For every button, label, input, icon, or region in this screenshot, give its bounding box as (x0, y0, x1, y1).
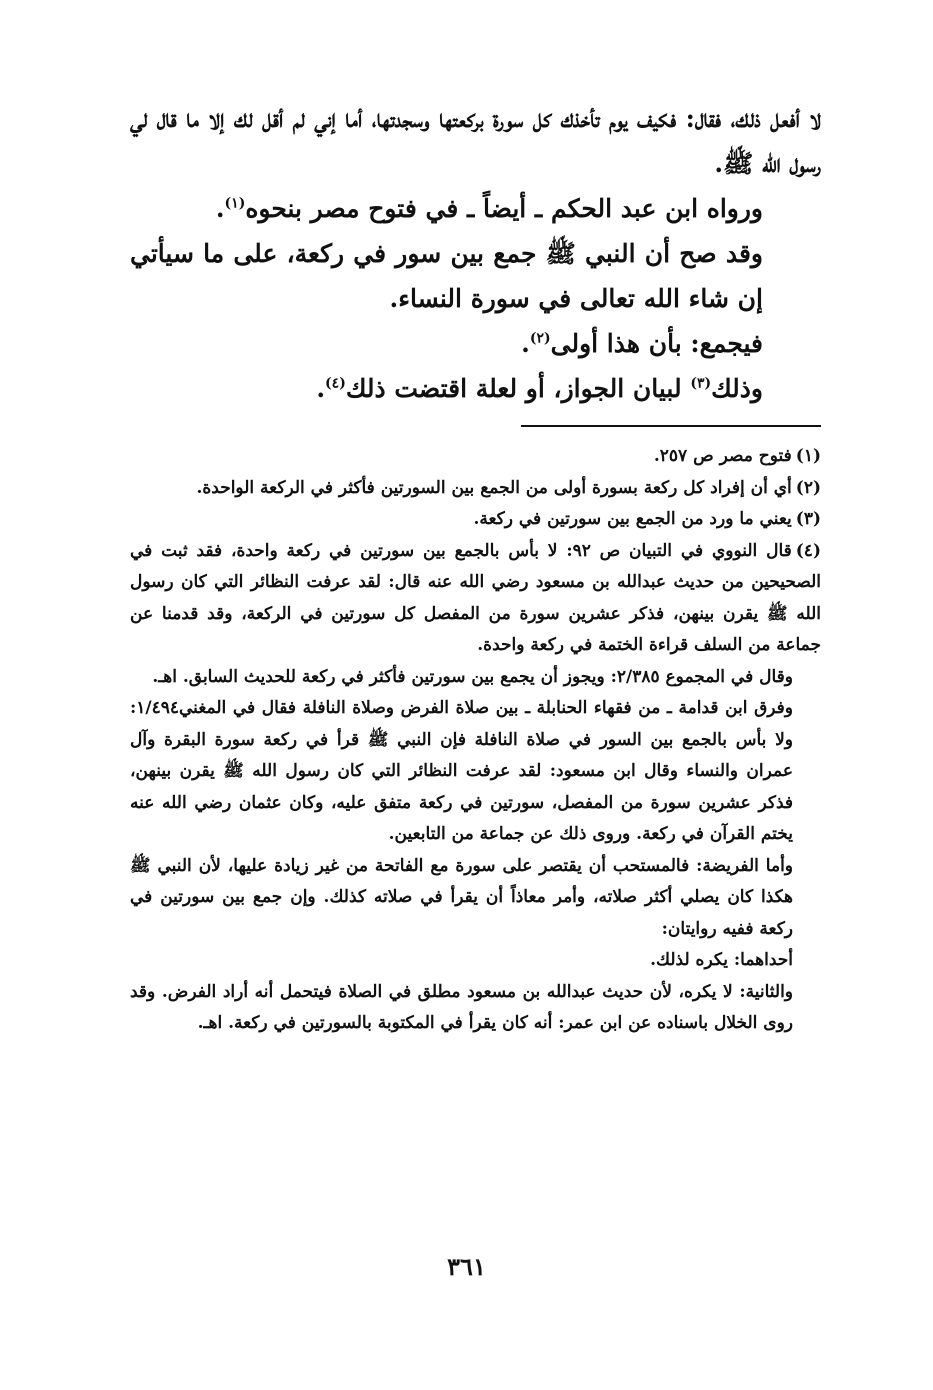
paragraph-5 (130, 366, 821, 411)
page-number: ٣٦١ (447, 1252, 486, 1281)
footnote-4-text: قال النووي في التبيان ص ٩٢: لا بأس بالجمع بين سورتين في ركعة واحدة، فقد ثبت في الصحيحين من حديث عبدالله بن مسعود رضي الله عنه قال: لقد عرفت النظائر التي كان رسول الله ﷺ يقرن بينهن، فذكر عشرين سورة من المفصل كل سورتين في الركعة، وقد قدمنا عن جماعة من السلف قراءة الختمة في ركعة واحدة. (130, 540, 821, 655)
footnote-ref-2[interactable]: (٢) (529, 330, 551, 347)
footnote-ref-3[interactable]: (٣) (690, 375, 712, 392)
footnote-1 (130, 441, 821, 473)
footnote-2-number: (٢) (795, 477, 821, 498)
footnote-4-continuation-4: أحداهما: يكره لذلك. (650, 950, 793, 970)
footnote-3-text: يعني ما ورد من الجمع بين سورتين في ركعة. (473, 509, 792, 529)
footnote-4-continuation-3: وأما الفريضة: فالمستحب أن يقتصر على سورة مع الفاتحة من غير زيادة عليها، لأن النبي ﷺ هكذا كان يصلي أكثر صلاته، وأمر معاذاً أن يقرأ في صلاته كذلك. وإن جمع بين سورتين في ركعة ففيه روايتان: (130, 855, 793, 939)
footnote-separator (521, 425, 821, 427)
paragraph-4-end: . (521, 329, 530, 358)
paragraph-2 (130, 186, 821, 231)
footnote-ref-4[interactable]: (٤) (325, 375, 346, 392)
footnote-4-continuation-1: وقال في المجموع ٢/٣٨٥: ويجوز أن يجمع بين سورتين فأكثر في ركعة للحديث السابق. اهـ. (152, 666, 793, 687)
paragraph-4-text: فيجمع: بأن هذا أولى (550, 329, 763, 358)
footnote-2 (130, 473, 821, 505)
footnote-3 (130, 504, 821, 536)
footnote-4-number: (٤) (795, 540, 821, 561)
footnotes (130, 441, 821, 1040)
footnote-4-continuation-2: وفرق ابن قدامة ـ من فقهاء الحنابلة ـ بين صلاة الفرض وصلاة النافلة فقال في المغني١/٤٩٤: ولا بأس بالجمع بين السور في صلاة النافلة فإن النبي ﷺ قرأ في ركعة سورة البقرة وآل عمران والنساء وقال ابن مسعود: لقد عرفت النظائر التي كان رسول الله ﷺ يقرن بينهن، فذكر عشرين سورة من المفصل، سورتين في ركعة متفق عليه، وكان عثمان رضي الله عنه يختم القرآن في ركعة. وروى ذلك عن جماعة من التابعين. (130, 698, 793, 844)
footnote-4-continuation-5: والثانية: لا يكره، لأن حديث عبدالله بن مسعود مطلق في الصلاة فيتحمل أنه أراد الفرض. وقد روى الخلال باسناده عن ابن عمر: أنه كان يقرأ في المكتوبة بالسورتين في ركعة. اهـ. (130, 981, 793, 1033)
paragraph-1: لا أفعل ذلك، فقال: فكيف يوم تأخذك كل سورة بركعتها وسجدتها، أما إني لم أقل لك إلا ما قال لي رسول الله ﷺ. (130, 104, 821, 178)
paragraph-4 (130, 321, 821, 366)
footnote-4 (130, 536, 821, 662)
paragraph-5-text-b: لبيان الجواز، أو لعلة اقتضت ذلك (345, 374, 691, 403)
paragraph-2-end: . (215, 194, 225, 223)
main-text (130, 96, 821, 411)
paragraph-5-end: . (316, 374, 326, 403)
paragraph-3: وقد صح أن النبي ﷺ جمع بين سور في ركعة، على ما سيأتي إن شاء الله تعالى في سورة النساء. (130, 239, 763, 313)
footnote-3-number: (٣) (795, 509, 821, 529)
paragraph-2-text: ورواه ابن عبد الحكم ـ أيضاً ـ في فتوح مصر بنحوه (245, 194, 763, 223)
footnote-ref-1[interactable]: (١) (224, 195, 246, 212)
footnote-1-text: فتوح مصر ص ٢٥٧. (653, 446, 792, 466)
footnote-1-number: (١) (795, 446, 821, 466)
paragraph-5-text-a: وذلك (711, 374, 763, 403)
footnote-2-text: أي أن إفراد كل ركعة بسورة أولى من الجمع بين السورتين فأكثر في الركعة الواحدة. (196, 477, 792, 498)
